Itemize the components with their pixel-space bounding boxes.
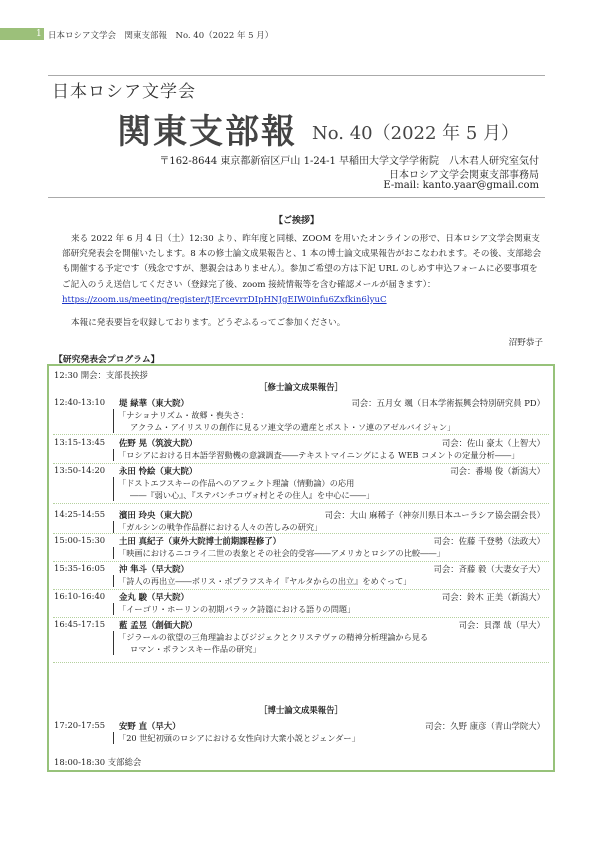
talk-time: 16:45-17:15: [54, 619, 106, 629]
newsletter-title: 関東支部報: [117, 112, 297, 152]
talk-title-line: 「イーゴリ・ホーリンの初期バラック詩篇における語りの問題」: [118, 604, 356, 614]
talk-title: [113, 477, 374, 501]
row-separator: [53, 561, 549, 562]
talk-chair: 司会：久野 康彦（青山学院大）: [425, 721, 545, 731]
talk-title: [113, 449, 519, 461]
row-separator: [53, 533, 549, 534]
talk-title-line: ――『弱い心』、『ステパンチコヴォ村とその住人』を中心に――」: [130, 490, 375, 500]
email-address: E-mail: kanto.yaar@gmail.com: [383, 180, 539, 191]
talk-speaker: 沖 隼斗（早大院）: [119, 564, 189, 574]
registration-link[interactable]: https://zoom.us/meeting/register/tJErcevrrDIpHNJgEIW0infu6Zxfkin6lyuC: [62, 294, 387, 305]
closing-line: 18:00-18:30 支部総会: [54, 757, 142, 767]
talk-speaker: 土田 真紀子（東外大院博士前期課程修了）: [119, 536, 282, 546]
talk-time: 16:10-16:40: [54, 591, 106, 601]
talk-chair: 司会：斉藤 毅（大妻女子大）: [433, 564, 545, 574]
talk-speaker: 藍 孟昱（創価大院）: [119, 620, 198, 630]
talk-chair: 司会：佐山 豪太（上智大）: [441, 438, 545, 448]
office-name: 日本ロシア文学会関東支部事務局: [389, 170, 539, 181]
talk-title: [113, 631, 428, 655]
talk-title: [113, 547, 445, 559]
talk-time: 14:25-14:55: [54, 509, 106, 519]
top-rule: [48, 75, 545, 76]
talk-title-line: 「ガルシンの戦争作品群における人々の苦しみの研究」: [118, 522, 323, 532]
opening-line: 12:30 開会：支部長挨拶: [54, 370, 148, 380]
talk-chair: 司会：番場 俊（新潟大）: [450, 466, 545, 476]
talk-time: 17:20-17:55: [54, 720, 106, 730]
talk-title: [113, 732, 360, 744]
talk-title: [113, 603, 355, 615]
talk-time: 15:35-16:05: [54, 563, 106, 573]
talk-title: [113, 521, 322, 533]
greeting-paragraph-2: 本報に発表要旨を収録しております。どうぞふるってご参加ください。: [71, 318, 346, 328]
talk-time: 15:00-15:30: [54, 535, 106, 545]
greeting-paragraph: [62, 232, 546, 308]
row-separator: [53, 617, 549, 618]
talk-chair: 司会：佐藤 千登勢（法政大）: [433, 536, 545, 546]
master-heading: ［修士論文成果報告］: [259, 382, 343, 392]
talk-title: [113, 409, 455, 433]
society-name: 日本ロシア文学会: [52, 82, 196, 102]
row-separator: [53, 503, 549, 504]
greeting-text: 来る 2022 年 6 月 4 日（土）12:30 より、昨年度と同様、ZOOM を用いたオンラインの形で、日本ロシア文学会関東支部研究発表会を開催いたします。8 本の修士論文成果報告と、1 本の博士論文成果報告がおこなわれます。その後、支部総会も開催する予定です（残念ですが、懇親会はありません）。参加ご希望の方は下記 URL のしめす申込フォームに必要事項をご記入のうえ送信してください（登録完了後、zoom 接続情報等を含む確認メールが届きます）：: [62, 234, 542, 290]
talk-time: 13:15-13:45: [54, 437, 106, 447]
masthead-rule: [48, 197, 545, 198]
talk-time: 12:40-13:10: [54, 397, 106, 407]
talk-speaker: 佐野 晃（筑波大院）: [119, 438, 198, 448]
talk-title-line: 「映画におけるニコライ二世の表象とその社会的受容――アメリカとロシアの比較――」: [118, 548, 445, 558]
talk-chair: 司会：鈴木 正美（新潟大）: [441, 592, 545, 602]
talk-chair: 司会：大山 麻稀子（神奈川県日本ユーラシア協会副会長）: [324, 510, 545, 520]
greeting-heading: 【ご挨拶】: [273, 216, 319, 226]
talk-speaker: 濱田 玲央（東大院）: [119, 510, 198, 520]
talk-speaker: 永田 怜絵（東大院）: [119, 466, 198, 476]
program-heading: 【研究発表会プログラム】: [54, 355, 160, 365]
program-box: [47, 364, 555, 772]
page-number-tab: [0, 28, 44, 40]
row-separator: [53, 434, 549, 435]
talk-title-line: 「詩人の再出立――ボリス・ポプラフスキイ『ヤルタからの出立』をめぐって」: [118, 576, 412, 586]
talk-speaker: 金丸 駿（早大院）: [119, 592, 189, 602]
running-head: 日本ロシア文学会 関東支部報 No. 40（2022 年 5 月）: [48, 31, 274, 41]
issue-number: No. 40（2022 年 5 月）: [312, 123, 520, 144]
talk-title-line: 「ジラールの欲望の三角理論およびジジェクとクリステヴァの精神分析理論から見る: [118, 632, 429, 642]
talk-title-line: 「ナショナリズム・故郷・喪失さ：: [118, 410, 249, 420]
talk-speaker: 安野 直（早大）: [119, 721, 181, 731]
talk-title-line: 「ロシアにおける日本語学習動機の意識調査――テキストマイニングによる WEB コメントの定量分析――」: [118, 450, 520, 460]
row-separator: [53, 662, 549, 663]
talk-title-line: ロマン・ポランスキー作品の研究」: [130, 644, 261, 654]
signature: 沼野恭子: [508, 338, 543, 348]
address-line: 〒162-8644 東京都新宿区戸山 1-24-1 早稲田大学文学学術院 八木君人研究室気付: [159, 156, 539, 167]
talk-chair: 司会：五月女 颯（日本学術振興会特別研究員 PD）: [351, 398, 545, 408]
talk-time: 13:50-14:20: [54, 465, 106, 475]
doctoral-heading: ［博士論文成果報告］: [259, 705, 343, 715]
talk-title: [113, 575, 411, 587]
row-separator: [53, 463, 549, 464]
page-number: 1: [36, 29, 42, 39]
talk-title-line: 「ドストエフスキーの作品へのアフェクト理論（情動論）の応用: [118, 478, 355, 488]
talk-title-line: アクラム・アイリスリの創作に見るソ連文学の遺産とポスト・ソ連のアゼルバイジャン」: [130, 422, 456, 432]
row-separator: [53, 589, 549, 590]
talk-chair: 司会：貝澤 哉（早大）: [458, 620, 545, 630]
talk-title-line: 「20 世紀初頭のロシアにおける女性向け大衆小説とジェンダー」: [118, 733, 360, 743]
talk-speaker: 堤 緑華（東大院）: [119, 398, 189, 408]
